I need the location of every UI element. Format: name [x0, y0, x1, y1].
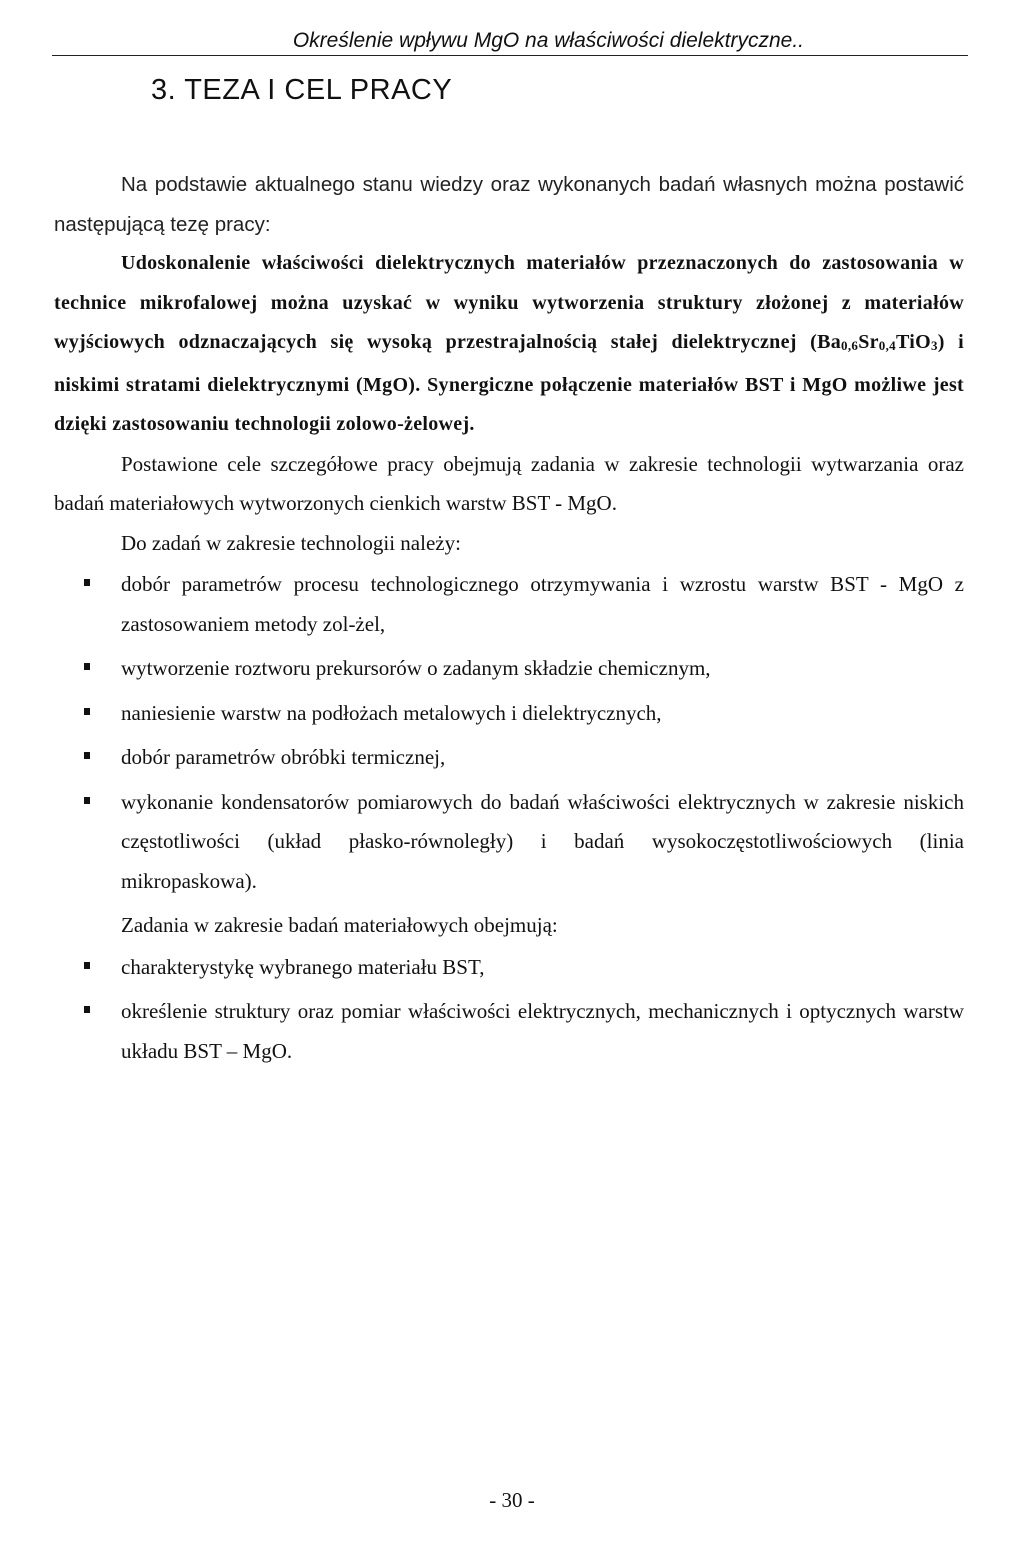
thesis-subscript-o: 3 — [930, 338, 938, 353]
bullet-icon — [84, 708, 90, 715]
thesis-subscript-sr: 0,4 — [878, 338, 896, 353]
intro-paragraph: Na podstawie aktualnego stanu wiedzy oraz wykonanych badań własnych można postawić następującą tezę pracy: — [54, 173, 964, 236]
list-item: dobór parametrów procesu technologicznego otrzymywania i wzrostu warstw BST - MgO z zastosowaniem metody zol-żel, — [54, 565, 964, 644]
thesis-tio: TiO — [895, 331, 931, 353]
body-text — [54, 165, 964, 1076]
bullet-icon — [84, 663, 90, 670]
thesis-paragraph — [54, 244, 964, 445]
list-item: wykonanie kondensatorów pomiarowych do badań właściwości elektrycznych w zakresie niskich częstotliwości (układ płasko-równoległy) i badań wysokoczęstotliwościowych (linia mikropaskowa). — [54, 783, 964, 902]
technology-intro: Do zadań w zakresie technologii należy: — [121, 530, 461, 555]
goals-paragraph: Postawione cele szczegółowe pracy obejmują zadania w zakresie technologii wytwarzania oraz badań materiałowych wytworzonych cienkich warstw BST - MgO. — [54, 451, 964, 515]
bullet-icon — [84, 797, 90, 804]
materials-intro: Zadania w zakresie badań materiałowych obejmują: — [121, 913, 558, 937]
section-heading: 3. TEZA I CEL PRACY — [151, 74, 453, 106]
list-item: wytworzenie roztworu prekursorów o zadanym składzie chemicznym, — [54, 649, 964, 689]
materials-task-list — [54, 948, 964, 1072]
thesis-text-1: Udoskonalenie właściwości dielektrycznych materiałów przeznaczonych do zastosowania w technice mikrofalowej można uzyskać w wyniku wytworzenia struktury złożonej z materiałów wyjściowych odznaczających się wysoką przestrajalnością stałej dielektrycznej (Ba — [54, 252, 964, 353]
list-item: charakterystykę wybranego materiału BST, — [54, 948, 964, 988]
list-item: naniesienie warstw na podłożach metalowych i dielektrycznych, — [54, 694, 964, 734]
running-header: Określenie wpływu MgO na właściwości dielektryczne.. — [292, 29, 804, 52]
technology-task-list — [54, 565, 964, 901]
thesis-subscript-ba: 0,6 — [841, 338, 859, 353]
bullet-icon — [84, 752, 90, 759]
bullet-icon — [84, 962, 90, 969]
header-rule — [52, 55, 968, 56]
list-item: określenie struktury oraz pomiar właściwości elektrycznych, mechanicznych i optycznych warstw układu BST – MgO. — [54, 992, 964, 1071]
page-number: - 30 - — [489, 1488, 535, 1512]
thesis-sr: Sr — [858, 331, 879, 353]
bullet-icon — [84, 1006, 90, 1013]
list-item: dobór parametrów obróbki termicznej, — [54, 738, 964, 778]
thesis-text-2: ) i niskimi stratami dielektrycznymi (MgO). Synergiczne połączenie materiałów BST i MgO możliwe jest dzięki zastosowaniu technologii zolowo-żelowej. — [54, 331, 964, 435]
bullet-icon — [84, 579, 90, 586]
